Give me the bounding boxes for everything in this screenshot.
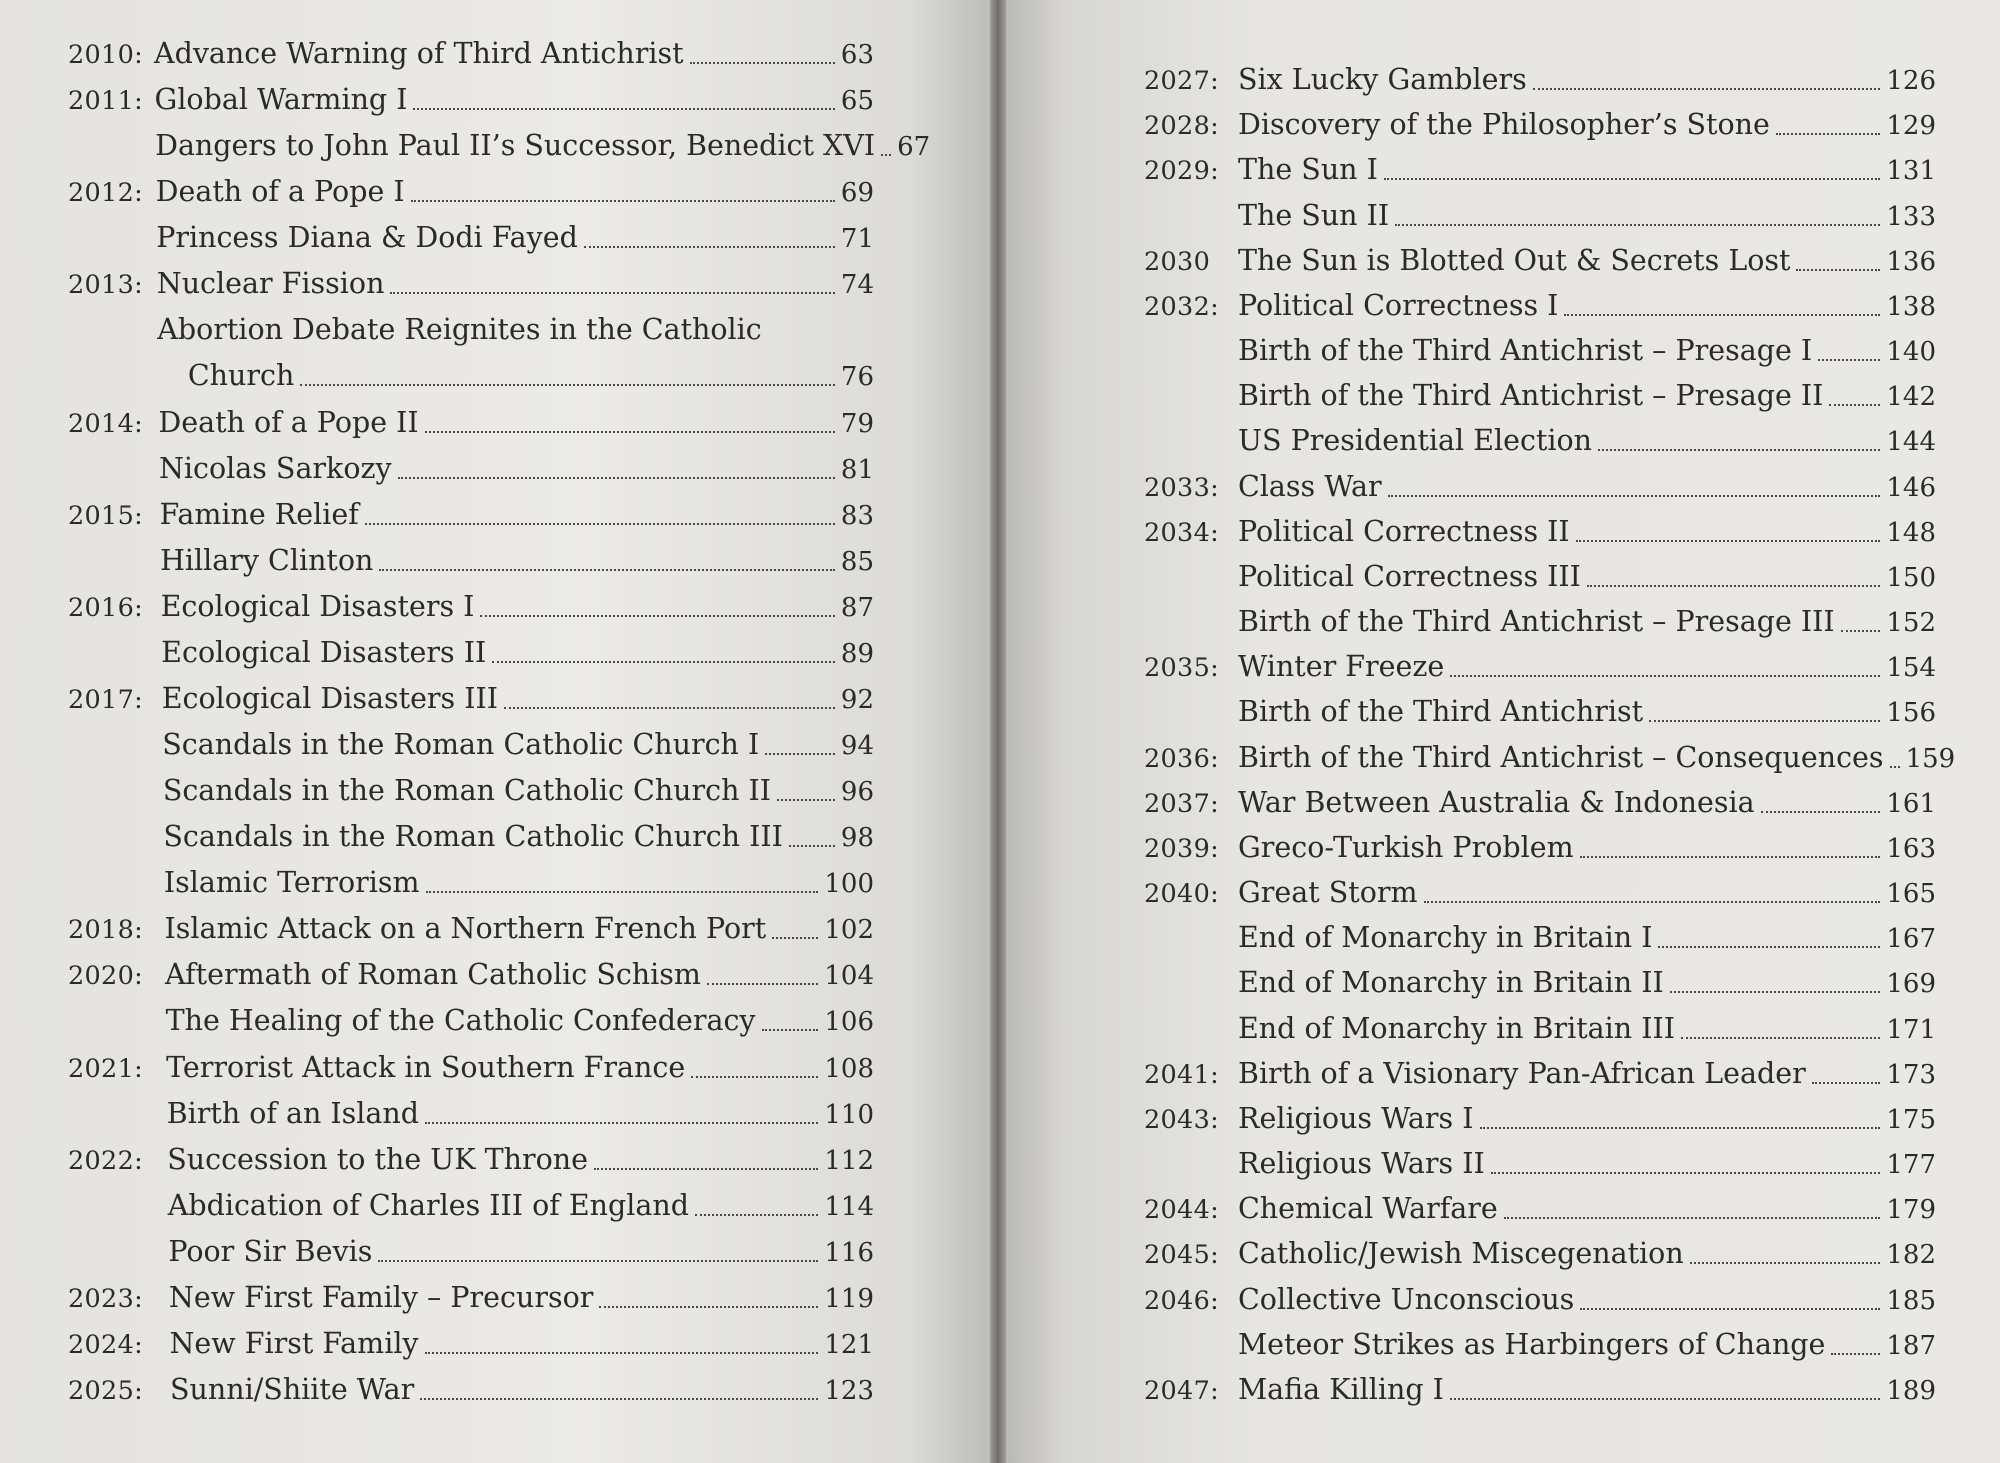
toc-entry xyxy=(1144,783,1936,824)
dot-leader xyxy=(365,521,835,525)
entry-title: End of Monarchy in Britain II xyxy=(1238,966,1664,1000)
entry-title: Collective Unconscious xyxy=(1238,1282,1575,1316)
entry-title: Abortion Debate Reignites in the Catholic xyxy=(157,313,762,347)
entry-page-number: 76 xyxy=(840,362,874,393)
entry-page-number: 154 xyxy=(1886,653,1936,684)
dot-leader xyxy=(1649,718,1880,722)
entry-year: 2024: xyxy=(68,1329,143,1360)
entry-page-number: 69 xyxy=(840,178,874,209)
dot-leader xyxy=(695,1212,818,1216)
toc-entry xyxy=(1144,963,1936,1004)
toc-entry xyxy=(1144,828,1936,869)
dot-leader xyxy=(707,981,818,985)
entry-title: Class War xyxy=(1238,469,1382,503)
dot-leader xyxy=(1841,628,1881,632)
dot-leader xyxy=(1796,267,1880,271)
toc-entry xyxy=(68,955,874,996)
dot-leader xyxy=(1580,854,1881,858)
entry-page-number: 108 xyxy=(824,1053,874,1084)
entry-title: Birth of a Visionary Pan-African Leader xyxy=(1238,1056,1806,1090)
entry-page-number: 177 xyxy=(1886,1150,1936,1181)
toc-entry xyxy=(1144,918,1936,959)
entry-title: Advance Warning of Third Antichrist xyxy=(154,37,684,70)
entry-page-number: 85 xyxy=(840,546,874,577)
toc-entry xyxy=(68,264,874,305)
entry-page-number: 129 xyxy=(1886,111,1936,142)
entry-title: New First Family xyxy=(169,1326,419,1360)
entry-page-number: 71 xyxy=(840,224,874,255)
dot-leader xyxy=(1587,583,1880,587)
dot-leader xyxy=(1812,1080,1881,1084)
entry-page-number: 98 xyxy=(840,823,874,854)
entry-title: Scandals in the Roman Catholic Church III xyxy=(163,820,783,854)
entry-year: 2047: xyxy=(1144,1376,1219,1406)
toc-entry xyxy=(1144,1189,1936,1230)
entry-title: Abdication of Charles III of England xyxy=(167,1188,689,1222)
toc-entry xyxy=(1144,1009,1936,1050)
toc-entry xyxy=(1144,1099,1936,1140)
dot-leader xyxy=(1504,1215,1881,1219)
dot-leader xyxy=(690,60,835,64)
entry-year: 2025: xyxy=(68,1376,143,1406)
toc-entry xyxy=(68,863,874,904)
dot-leader xyxy=(1776,131,1881,135)
dot-leader xyxy=(379,567,835,571)
toc-entry xyxy=(68,1324,874,1365)
toc-entry xyxy=(68,172,874,213)
entry-page-number: 167 xyxy=(1886,924,1936,955)
entry-title: Poor Sir Bevis xyxy=(168,1234,373,1268)
toc-entry xyxy=(68,1140,874,1181)
right-page xyxy=(1006,0,2000,1463)
dot-leader xyxy=(599,1304,818,1308)
toc-entry xyxy=(68,356,874,397)
entry-title: End of Monarchy in Britain III xyxy=(1238,1011,1675,1045)
toc-entry xyxy=(1144,692,1936,733)
entry-page-number: 173 xyxy=(1886,1059,1936,1090)
entry-page-number: 159 xyxy=(1905,743,1956,774)
dot-leader xyxy=(1598,447,1880,451)
entry-title: Ecological Disasters II xyxy=(161,635,487,669)
entry-title: Catholic/Jewish Miscegenation xyxy=(1238,1237,1684,1271)
entry-title: Great Storm xyxy=(1238,876,1418,910)
entry-year: 2044: xyxy=(1144,1195,1219,1226)
entry-page-number: 123 xyxy=(824,1376,874,1406)
entry-title: Terrorist Attack in Southern France xyxy=(166,1050,686,1084)
dot-leader xyxy=(691,1074,818,1078)
toc-entry xyxy=(1144,647,1936,688)
entry-title: End of Monarchy in Britain I xyxy=(1238,921,1653,955)
dot-leader xyxy=(765,751,835,755)
entry-title: Birth of the Third Antichrist – Presage III xyxy=(1238,605,1835,639)
dot-leader xyxy=(1384,176,1881,180)
entry-page-number: 94 xyxy=(840,731,874,762)
entry-year: 2028: xyxy=(1144,111,1219,142)
entry-page-number: 144 xyxy=(1886,427,1936,458)
toc-entry xyxy=(68,679,874,720)
toc-entry xyxy=(1144,150,1936,191)
dot-leader xyxy=(1831,1351,1880,1355)
entry-title: Religious Wars I xyxy=(1238,1101,1474,1135)
entry-title: Ecological Disasters III xyxy=(161,681,499,715)
entry-title: Birth of the Third Antichrist – Consequences xyxy=(1238,740,1884,774)
dot-leader xyxy=(300,382,835,386)
toc-entry xyxy=(1144,331,1936,372)
dot-leader xyxy=(378,1258,818,1262)
dot-leader xyxy=(1761,809,1881,813)
entry-title: Mafia Killing I xyxy=(1238,1373,1444,1406)
entry-page-number: 152 xyxy=(1886,608,1936,639)
toc-entry xyxy=(1144,376,1936,417)
toc-entry xyxy=(68,218,874,259)
entry-page-number: 133 xyxy=(1886,201,1936,232)
dot-leader xyxy=(789,843,835,847)
entry-title: Famine Relief xyxy=(159,497,359,531)
toc-entry xyxy=(68,771,874,812)
entry-title: Dangers to John Paul II’s Successor, Benedict XVI xyxy=(155,129,876,163)
dot-leader xyxy=(425,1120,818,1124)
entry-title: The Healing of the Catholic Confederacy xyxy=(165,1004,756,1038)
entry-year: 2045: xyxy=(1144,1240,1219,1271)
toc-entry xyxy=(1144,421,1936,462)
entry-title: US Presidential Election xyxy=(1238,424,1593,458)
dot-leader xyxy=(594,1166,818,1170)
dot-leader xyxy=(1388,493,1881,497)
entry-page-number: 67 xyxy=(897,132,931,163)
entry-title: Death of a Pope I xyxy=(155,175,405,209)
dot-leader xyxy=(1818,357,1880,361)
entry-title: Political Correctness I xyxy=(1238,288,1559,322)
toc-entry xyxy=(68,495,874,536)
entry-year: 2012: xyxy=(68,178,143,209)
entry-page-number: 179 xyxy=(1886,1195,1936,1226)
toc-entry xyxy=(1144,196,1936,237)
toc-entry xyxy=(1144,602,1936,643)
entry-page-number: 87 xyxy=(840,592,874,623)
dot-leader xyxy=(1670,989,1881,993)
toc-entry xyxy=(68,1278,874,1319)
toc-entry xyxy=(1144,873,1936,914)
toc-entry xyxy=(1144,738,1956,779)
entry-year: 2013: xyxy=(68,270,143,301)
entry-page-number: 156 xyxy=(1886,698,1936,729)
entry-page-number: 126 xyxy=(1886,66,1936,96)
entry-page-number: 81 xyxy=(840,454,874,485)
entry-title: Winter Freeze xyxy=(1238,650,1445,684)
entry-year: 2039: xyxy=(1144,833,1219,864)
entry-page-number: 110 xyxy=(824,1099,874,1130)
entry-title: Nuclear Fission xyxy=(156,267,385,301)
toc-entry xyxy=(1144,1280,1936,1321)
entry-year: 2033: xyxy=(1144,472,1219,503)
entry-page-number: 182 xyxy=(1886,1240,1936,1271)
entry-year: 2034: xyxy=(1144,517,1219,548)
entry-year: 2023: xyxy=(68,1283,143,1314)
toc-entry xyxy=(68,1186,874,1227)
entry-title: Nicolas Sarkozy xyxy=(158,451,392,485)
dot-leader xyxy=(420,1396,818,1400)
toc-entry xyxy=(1144,1325,1936,1366)
entry-year: 2014: xyxy=(68,408,143,439)
entry-page-number: 161 xyxy=(1886,788,1936,819)
toc-entry xyxy=(1144,557,1936,598)
entry-page-number: 89 xyxy=(840,638,874,669)
toc-entry xyxy=(68,725,874,766)
toc-entry xyxy=(1144,241,1936,282)
entry-page-number: 65 xyxy=(840,86,874,117)
entry-page-number: 187 xyxy=(1886,1330,1936,1361)
entry-year: 2021: xyxy=(68,1053,143,1084)
entry-title: Princess Diana & Dodi Fayed xyxy=(156,221,578,255)
dot-leader xyxy=(413,106,834,110)
entry-page-number: 148 xyxy=(1886,517,1936,548)
toc-entry xyxy=(1144,1054,1936,1095)
entry-title: Scandals in the Roman Catholic Church II xyxy=(162,774,772,808)
dot-leader xyxy=(584,244,835,248)
dot-leader xyxy=(398,475,835,479)
entry-title: Birth of the Third Antichrist – Presage II xyxy=(1238,379,1824,413)
entry-page-number: 140 xyxy=(1886,337,1936,368)
entry-year: 2027: xyxy=(1144,66,1219,96)
entry-title: Six Lucky Gamblers xyxy=(1238,63,1527,96)
toc-entry xyxy=(68,909,874,950)
dot-leader xyxy=(504,705,835,709)
entry-page-number: 102 xyxy=(824,915,874,946)
toc-entry xyxy=(68,587,874,628)
entry-page-number: 119 xyxy=(824,1283,874,1314)
entry-page-number: 146 xyxy=(1886,472,1936,503)
entry-page-number: 165 xyxy=(1886,879,1936,910)
toc-entry xyxy=(68,1001,874,1042)
entry-page-number: 142 xyxy=(1886,382,1936,413)
entry-page-number: 171 xyxy=(1886,1014,1936,1045)
entry-year: 2015: xyxy=(68,500,143,531)
entry-page-number: 104 xyxy=(824,961,874,992)
dot-leader xyxy=(1480,1125,1881,1129)
entry-page-number: 163 xyxy=(1886,833,1936,864)
entry-year: 2030 xyxy=(1144,246,1211,277)
entry-year: 2037: xyxy=(1144,788,1219,819)
entry-page-number: 96 xyxy=(840,777,874,808)
entry-title: Global Warming I xyxy=(154,83,408,117)
entry-title: Hillary Clinton xyxy=(160,543,374,577)
toc-entry xyxy=(1144,512,1936,553)
entry-page-number: 116 xyxy=(824,1237,874,1268)
dot-leader xyxy=(1491,1170,1881,1174)
dot-leader xyxy=(1580,1306,1880,1310)
dot-leader xyxy=(1424,899,1881,903)
entry-year: 2043: xyxy=(1144,1104,1219,1135)
entry-title: Discovery of the Philosopher’s Stone xyxy=(1238,108,1770,142)
entry-year: 2022: xyxy=(68,1145,143,1176)
entry-title: The Sun I xyxy=(1238,153,1378,187)
dot-leader xyxy=(881,152,891,156)
toc-entry xyxy=(68,1232,874,1273)
entry-title: New First Family – Precursor xyxy=(168,1280,594,1314)
dot-leader xyxy=(426,889,819,893)
entry-page-number: 185 xyxy=(1886,1285,1936,1316)
entry-year: 2010: xyxy=(68,40,143,70)
entry-title: Religious Wars II xyxy=(1238,1147,1485,1181)
toc-entry xyxy=(68,541,874,582)
entry-title: Islamic Terrorism xyxy=(163,866,420,900)
dot-leader xyxy=(1690,1260,1881,1264)
entry-title: Aftermath of Roman Catholic Schism xyxy=(165,958,701,992)
entry-title: The Sun is Blotted Out & Secrets Lost xyxy=(1238,243,1791,277)
dot-leader xyxy=(1450,1396,1880,1400)
entry-year: 2035: xyxy=(1144,653,1219,684)
entry-page-number: 136 xyxy=(1886,246,1936,277)
book-gutter xyxy=(990,0,1006,1463)
toc-entry xyxy=(68,126,931,167)
entry-page-number: 150 xyxy=(1886,562,1936,593)
dot-leader xyxy=(772,935,818,939)
toc-entry xyxy=(68,449,874,490)
toc-entry xyxy=(1144,60,1936,101)
dot-leader xyxy=(480,613,835,617)
entry-title: Scandals in the Roman Catholic Church I xyxy=(162,728,760,762)
dot-leader xyxy=(1681,1035,1880,1039)
dot-leader xyxy=(1829,402,1880,406)
toc-entry xyxy=(68,403,874,444)
dot-leader xyxy=(777,797,835,801)
entry-page-number: 79 xyxy=(840,408,874,439)
toc-entry xyxy=(68,310,874,350)
entry-title: Meteor Strikes as Harbingers of Change xyxy=(1238,1327,1826,1361)
entry-page-number: 114 xyxy=(824,1191,874,1222)
toc-entry xyxy=(68,817,874,858)
toc-entry xyxy=(68,1370,874,1411)
entry-title: Death of a Pope II xyxy=(158,405,419,439)
toc-entry xyxy=(1144,1370,1936,1411)
entry-year: 2016: xyxy=(68,592,143,623)
dot-leader xyxy=(411,198,835,202)
entry-title: Birth of the Third Antichrist xyxy=(1238,695,1644,729)
entry-year: 2029: xyxy=(1144,156,1219,187)
entry-year: 2020: xyxy=(68,961,143,992)
entry-title: Political Correctness II xyxy=(1238,514,1570,548)
entry-title: Greco-Turkish Problem xyxy=(1238,830,1574,864)
left-page xyxy=(0,0,990,1463)
entry-title: Succession to the UK Throne xyxy=(167,1142,588,1176)
entry-page-number: 100 xyxy=(824,869,874,900)
entry-page-number: 63 xyxy=(840,40,874,70)
entry-year: 2017: xyxy=(68,684,143,715)
entry-title: Islamic Attack on a Northern French Port xyxy=(164,912,767,946)
toc-entry xyxy=(1144,105,1936,146)
entry-page-number: 138 xyxy=(1886,291,1936,322)
entry-page-number: 112 xyxy=(824,1145,874,1176)
entry-title: Birth of an Island xyxy=(166,1096,419,1130)
toc-entry xyxy=(68,633,874,674)
entry-page-number: 92 xyxy=(840,684,874,715)
entry-page-number: 83 xyxy=(840,500,874,531)
entry-title: Chemical Warfare xyxy=(1238,1192,1498,1226)
toc-entry xyxy=(1144,286,1936,327)
toc-entry xyxy=(68,1048,874,1089)
entry-title: Political Correctness III xyxy=(1238,559,1581,593)
toc-entry xyxy=(1144,1144,1936,1185)
entry-page-number: 131 xyxy=(1886,156,1936,187)
dot-leader xyxy=(1890,764,1900,768)
dot-leader xyxy=(492,659,835,663)
toc-entry xyxy=(68,80,874,121)
entry-year: 2032: xyxy=(1144,291,1219,322)
dot-leader xyxy=(1564,312,1880,316)
dot-leader xyxy=(1450,673,1880,677)
entry-page-number: 121 xyxy=(824,1329,874,1360)
entry-title: The Sun II xyxy=(1238,198,1390,232)
entry-page-number: 175 xyxy=(1886,1104,1936,1135)
toc-entry xyxy=(1144,1234,1936,1275)
toc-entry xyxy=(68,1094,874,1135)
entry-year: 2040: xyxy=(1144,879,1219,910)
entry-year: 2041: xyxy=(1144,1059,1219,1090)
entry-title: Birth of the Third Antichrist – Presage I xyxy=(1238,334,1813,368)
entry-page-number: 169 xyxy=(1886,969,1936,1000)
entry-year: 2011: xyxy=(68,86,143,117)
entry-page-number: 106 xyxy=(824,1007,874,1038)
dot-leader xyxy=(762,1027,819,1031)
entry-page-number: 189 xyxy=(1886,1376,1936,1406)
entry-title: War Between Australia & Indonesia xyxy=(1238,785,1755,819)
dot-leader xyxy=(390,290,834,294)
entry-page-number: 74 xyxy=(840,270,874,301)
entry-title: Church xyxy=(187,359,295,393)
entry-title: Ecological Disasters I xyxy=(160,589,475,623)
entry-year: 2018: xyxy=(68,915,143,946)
dot-leader xyxy=(425,429,835,433)
dot-leader xyxy=(1533,86,1881,90)
toc-entry xyxy=(1144,467,1936,508)
dot-leader xyxy=(1395,222,1880,226)
dot-leader xyxy=(425,1350,819,1354)
entry-title: Sunni/Shiite War xyxy=(170,1373,415,1406)
entry-year: 2036: xyxy=(1144,743,1219,774)
toc-entry xyxy=(68,34,874,75)
dot-leader xyxy=(1576,538,1881,542)
entry-year: 2046: xyxy=(1144,1285,1219,1316)
dot-leader xyxy=(1658,944,1880,948)
